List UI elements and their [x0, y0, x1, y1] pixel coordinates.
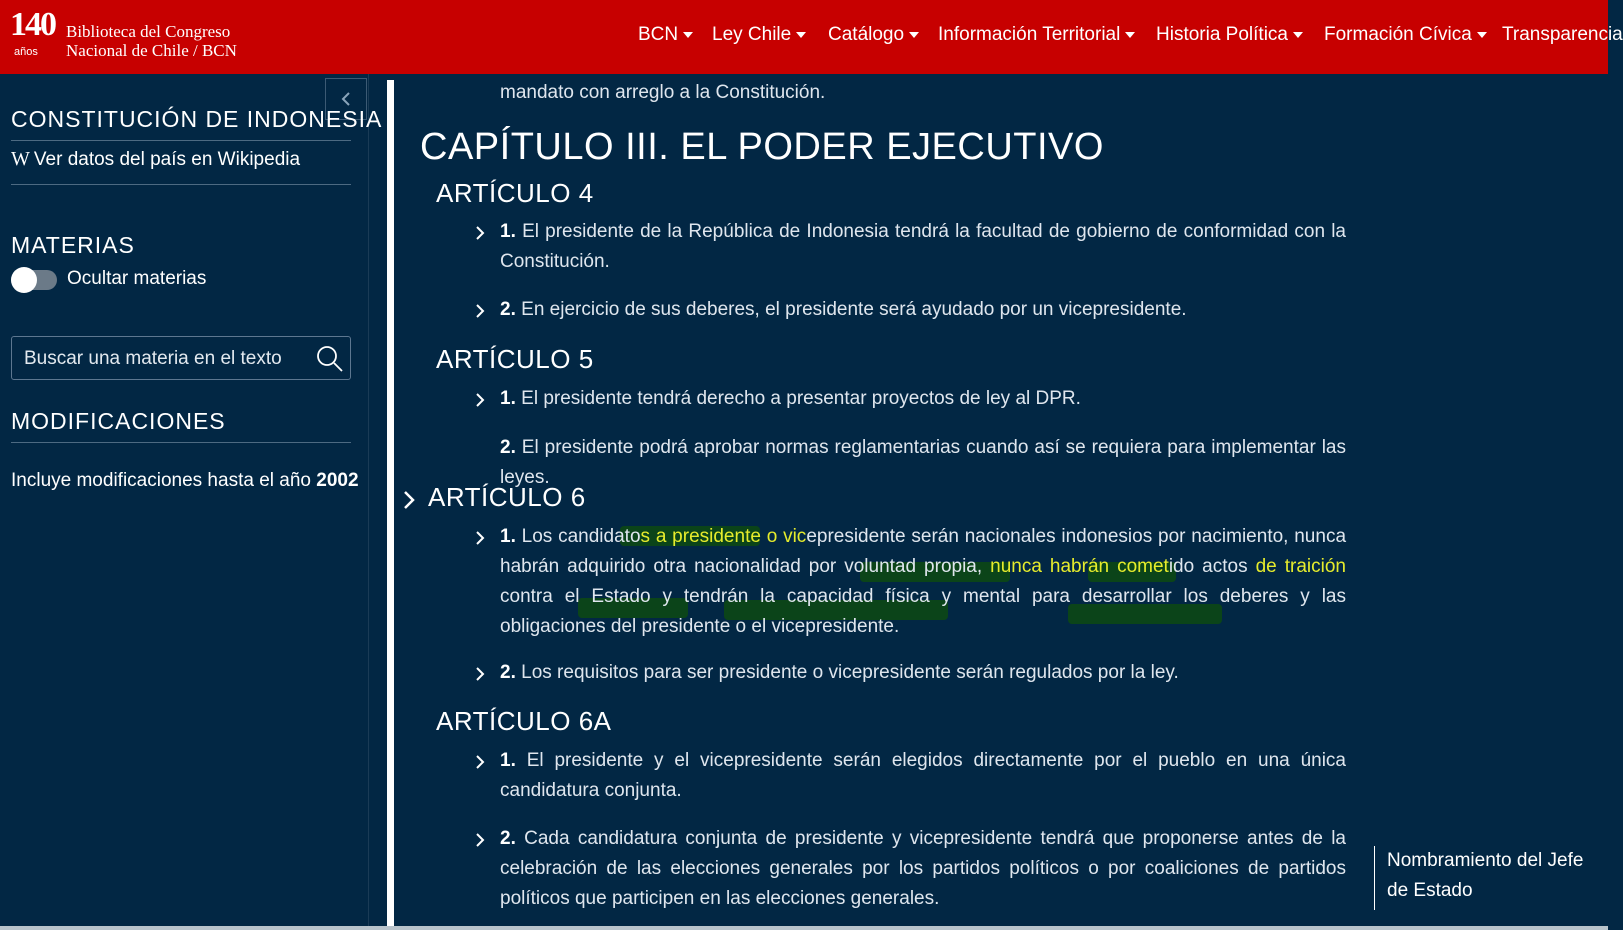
constitution-title: CONSTITUCIÓN DE INDONESIA	[11, 106, 383, 132]
nav-ley-chile[interactable]: Ley Chile	[712, 24, 806, 46]
highlighted-text: de traición	[1255, 556, 1346, 577]
chapter-title: CAPÍTULO III. EL PODER EJECUTIVO	[420, 126, 1104, 168]
bottom-border	[0, 926, 1608, 930]
chevron-down-icon	[1477, 32, 1487, 38]
article-6a-title: ARTÍCULO 6A	[436, 706, 612, 736]
logo-anos: años	[14, 46, 38, 58]
bcn-logo[interactable]	[8, 8, 248, 64]
article-paragraph: 1. Los candidatos a presidente o vicepresidente serán nacionales indonesios por nacimiento, nunca habrán adquirido otra nacionalidad por voluntad propia, nunca habrán cometido actos de traición contra el Estado y tendrán la capacidad física y mental para desarrollar los deberes y las obligaciones del presidente o el vicepresidente.	[500, 526, 1347, 637]
wikipedia-icon: W	[11, 148, 30, 170]
chevron-right-icon[interactable]	[474, 530, 486, 546]
highlighted-text: nunca habrán comet	[990, 556, 1169, 577]
highlighted-text: s a presidente o vic	[640, 526, 807, 547]
search-input[interactable]	[12, 337, 316, 381]
article-paragraph: 2. En ejercicio de sus deberes, el presidente será ayudado por un vicepresidente.	[500, 299, 1187, 320]
logo-line1: Biblioteca del Congreso	[66, 22, 231, 41]
article-paragraph: 2. Los requisitos para ser presidente o vicepresidente serán regulados por la ley.	[500, 662, 1179, 683]
chevron-right-icon[interactable]	[474, 754, 486, 770]
toggle-knob	[11, 267, 37, 293]
content-divider	[387, 80, 394, 930]
chevron-right-icon[interactable]	[474, 666, 486, 682]
chevron-left-icon	[339, 91, 353, 107]
chevron-right-icon[interactable]	[474, 392, 486, 408]
article-paragraph: 1. El presidente de la República de Indonesia tendrá la facultad de gobierno de conformidad con la Constitución.	[500, 221, 1346, 272]
chevron-down-icon	[683, 32, 693, 38]
search-icon[interactable]	[316, 345, 344, 373]
chevron-right-icon[interactable]	[474, 225, 486, 241]
previous-text: mandato con arreglo a la Constitución.	[500, 82, 826, 103]
chevron-down-icon	[1125, 32, 1135, 38]
article-paragraph: 2. Cada candidatura conjunta de presidente y vicepresidente tendrá que proponerse antes de la celebración de las elecciones generales por los partidos políticos o por coaliciones de partidos políticos que participen en las elecciones generales.	[500, 828, 1347, 909]
divider	[11, 442, 351, 443]
modificaciones-year: 2002	[316, 470, 359, 491]
nav-historia-politica[interactable]: Historia Política	[1156, 24, 1303, 46]
constitution-content	[394, 74, 1608, 930]
modificaciones-title: MODIFICACIONES	[11, 408, 226, 434]
wikipedia-link[interactable]: W Ver datos del país en Wikipedia	[11, 148, 301, 170]
chevron-down-icon	[1293, 32, 1303, 38]
logo-line2: Nacional de Chile / BCN	[66, 41, 237, 60]
divider	[11, 184, 351, 185]
nav-transparencia[interactable]: Transparencia	[1502, 24, 1623, 45]
chevron-right-icon[interactable]	[474, 832, 486, 848]
divider	[11, 140, 351, 141]
article-paragraph: 1. El presidente tendrá derecho a presentar proyectos de ley al DPR.	[500, 388, 1081, 409]
logo-number: 140	[10, 6, 55, 43]
article-5-title: ARTÍCULO 5	[436, 344, 594, 374]
nav-informacion-territorial[interactable]: Información Territorial	[938, 24, 1135, 46]
chevron-right-icon[interactable]	[474, 303, 486, 319]
nav-bcn[interactable]: BCN	[638, 24, 693, 46]
chevron-down-icon	[796, 32, 806, 38]
toggle-label: Ocultar materias	[67, 268, 207, 289]
article-paragraph: 1. El presidente y el vicepresidente serán elegidos directamente por el pueblo en una única candidatura conjunta.	[500, 750, 1346, 801]
chevron-right-icon[interactable]	[402, 490, 416, 510]
materia-tag[interactable]: Nombramiento del Jefe de Estado	[1374, 846, 1607, 910]
nav-catalogo[interactable]: Catálogo	[828, 24, 919, 46]
article-4-title: ARTÍCULO 4	[436, 178, 594, 208]
article-paragraph: 2. El presidente podrá aprobar normas reglamentarias cuando así se requiera para implementar las leyes.	[500, 437, 1347, 488]
materia-search	[11, 336, 351, 380]
nav-formacion-civica[interactable]: Formación Cívica	[1324, 24, 1487, 46]
article-6-title: ARTÍCULO 6	[428, 482, 586, 512]
chevron-down-icon	[909, 32, 919, 38]
materias-title: MATERIAS	[11, 232, 135, 258]
hide-materias-toggle[interactable]	[11, 270, 57, 290]
modificaciones-text: Incluye modificaciones hasta el año 2002	[11, 470, 359, 491]
top-header	[0, 0, 1623, 74]
sidebar	[0, 74, 383, 930]
